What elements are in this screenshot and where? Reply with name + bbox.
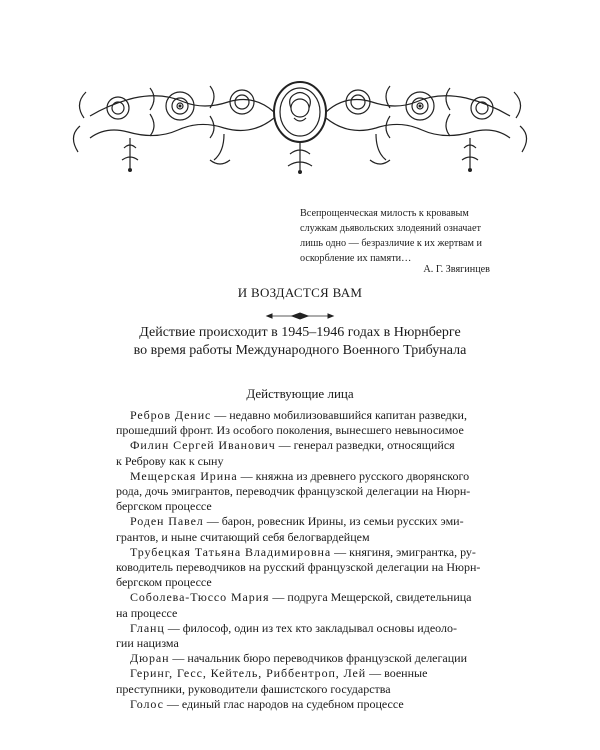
cast-entry [116, 651, 490, 666]
cast-entry [116, 590, 490, 620]
character-name: Гланц [130, 620, 165, 635]
cast-heading: Действующие лица [246, 386, 354, 401]
setting-line: Действие происходит в 1945–1946 годах в Нюрнберге [139, 325, 461, 340]
character-description: — барон, ровесник Ирины, из семьи русских эми- [206, 514, 464, 529]
character-description: бергском процессе [116, 575, 212, 590]
epigraph-line: лишь одно — безразличие к их жертвам и [300, 238, 482, 249]
cast-entry [116, 438, 490, 468]
character-name: Филин Сергей Иванович [130, 438, 276, 453]
character-description: к Реброву как к сыну [116, 453, 224, 468]
character-description: — военные [369, 666, 428, 681]
character-name: Голос [130, 696, 164, 711]
character-description: гии нацизма [116, 636, 179, 651]
character-description: — единый глас народов на судебном процессе [166, 696, 404, 711]
cast-entry [116, 666, 490, 696]
character-description: — подруга Мещерской, свидетельница [272, 590, 472, 605]
epigraph [300, 206, 490, 266]
character-name: Мещерская Ирина [130, 468, 238, 483]
character-description: рода, дочь эмигрантов, переводчик французской делегации на Нюрн- [116, 484, 471, 499]
character-name: Дюран [130, 651, 170, 666]
character-description: — княжна из древнего русского дворянского [240, 468, 470, 483]
cast-entry [116, 621, 490, 651]
divider-ornament-icon [265, 311, 335, 321]
setting-line: во время работы Международного Военного Трибунала [133, 343, 467, 358]
character-description: бергском процессе [116, 499, 212, 514]
character-name: Геринг, Гесс, Кейтель, Риббентроп, Лей [130, 666, 367, 681]
epigraph-author: А. Г. Звягинцев [423, 264, 490, 275]
character-name: Соболева-Тюссо Мария [130, 590, 270, 605]
character-description: прошедший фронт. Из особого поколения, вынесшего невыносимое [116, 423, 464, 438]
epigraph-line: Всепрощенческая милость к кровавым [300, 208, 469, 219]
character-description: — недавно мобилизовавшийся капитан разведки, [214, 408, 467, 422]
character-description: преступники, руководители фашистского государства [116, 681, 391, 696]
character-name: Трубецкая Татьяна Владимировна [130, 544, 332, 559]
epigraph-line: служкам дьявольских злодеяний означает [300, 223, 481, 234]
character-description: грантов, и ныне считающий себя белогвардейцем [116, 529, 370, 544]
cast-entry [116, 408, 490, 438]
character-description: — философ, один из тех кто закладывал основы идеоло- [167, 620, 457, 635]
cast-list [116, 408, 490, 712]
epigraph-line: оскорбление их памяти… [300, 253, 412, 264]
character-description: ководитель переводчиков на русский французской делегации на Нюрн- [116, 560, 481, 575]
cast-entry [116, 697, 490, 712]
setting-description [0, 324, 600, 360]
character-description: — генерал разведки, относящийся [278, 438, 455, 453]
character-description: на процессе [116, 605, 178, 620]
page-title: И ВОЗДАСТСЯ ВАМ [237, 285, 363, 300]
cast-entry [116, 514, 490, 544]
character-description: — начальник бюро переводчиков французской делегации [172, 651, 468, 666]
character-description: — княгиня, эмигрантка, ру- [334, 544, 476, 559]
character-name: Ребров Денис [130, 408, 212, 422]
character-name: Роден Павел [130, 514, 204, 529]
cast-entry [116, 469, 490, 515]
cast-entry [116, 545, 490, 591]
ornament-icon [60, 68, 540, 180]
